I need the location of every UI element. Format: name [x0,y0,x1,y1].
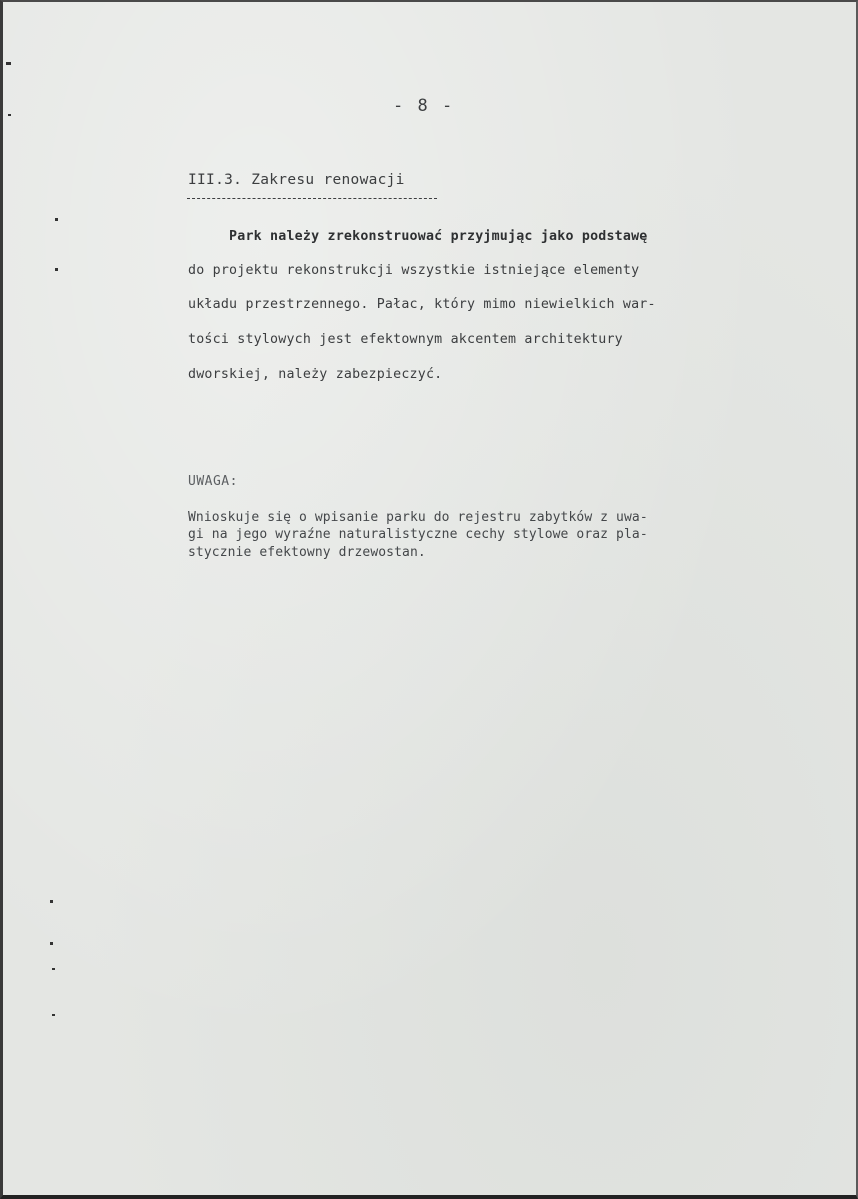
margin-mark [55,218,58,221]
page-number: - 8 - [393,96,455,116]
paragraph-line: do projektu rekonstrukcji wszystkie istniejące elementy [188,263,640,278]
margin-mark [52,1014,55,1016]
margin-mark [6,62,11,65]
section-heading: III.3. Zakresu renowacji [188,172,405,188]
note-label: UWAGA: [188,474,238,489]
margin-mark [52,968,55,970]
margin-mark [50,942,53,945]
heading-underline [187,198,437,199]
paragraph-line: dworskiej, należy zabezpieczyć. [188,367,443,382]
paragraph-line: Park należy zrekonstruować przyjmując jako podstawę [188,229,648,244]
paragraph-line: tości stylowych jest efektownym akcentem architektury [188,332,623,347]
margin-mark [8,114,11,116]
note-line: stycznie efektowny drzewostan. [188,545,426,560]
margin-mark [55,268,58,271]
note-line: Wnioskuje się o wpisanie parku do rejestru zabytków z uwa- [188,510,648,525]
paragraph-line: układu przestrzennego. Pałac, który mimo niewielkich war- [188,297,656,312]
margin-mark [50,900,53,903]
note-line: gi na jego wyraźne naturalistyczne cechy stylowe oraz pla- [188,527,648,542]
